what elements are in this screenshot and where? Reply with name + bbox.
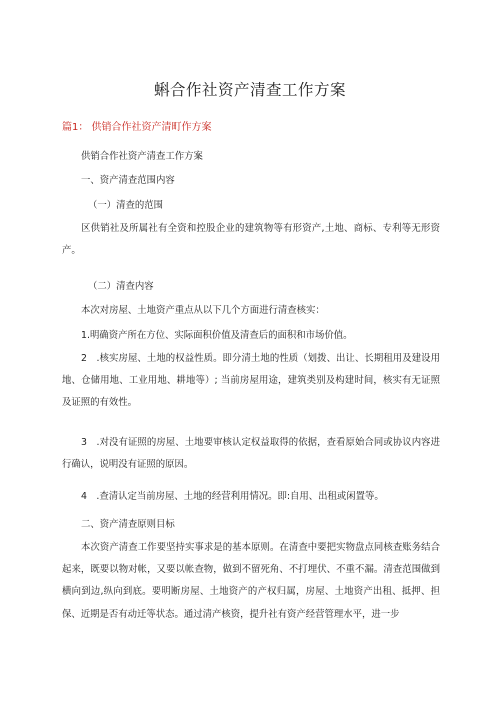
paragraph-item-3: 3 .对没有证照的房屋、土地要审核认定权益取得的依据，查看原始合同或协议内容进行确认，说明没有证照的原因。 [62, 437, 440, 471]
paragraph-range-detail: 区供销社及所属社有全资和控股企业的建筑物等有形资产,土地、商标、专利等无形资产。 [62, 223, 440, 257]
paragraph-subtitle: 供销合作社资产清查工作方案 [81, 151, 203, 162]
paragraph-item-4: 4 .查清认定当前房屋、土地的经营利用情况。即:自用、出租或闲置等。 [81, 491, 384, 502]
subsection-heading-range: （一）清查的范围 [88, 200, 164, 211]
paragraph-item-2: 2 .核实房屋、土地的权益性质。即分清土地的性质（划拨、出让、长期租用及建设用地、仓储用地、工业用地、耕地等）; 当前房屋用途，建筑类别及构建时间，核实有无证照及证照的有效性。 [62, 353, 440, 409]
paragraph-principles-detail: 本次资产清查工作要坚持实事求是的基本原则。在清查中要把实物盘点同核查账务结合起来，既要以物对帐，又要以帐查物，做到不留死角、不打埋伏、不重不漏。清查范围做到横向到边,纵向到底。要明断房屋、土地资产的产权归属，房屋、土地资产出租、抵押、担保、近期是否有动迁等状态。通过清产核资，提升社有资产经营管理水平，进一步 [62, 542, 440, 620]
paragraph-item-1: 1.明确资产所在方位、实际面积价值及清查后的面积和市场价值。 [81, 330, 353, 341]
chapter-heading: 篇1： 供销合作社资产清町作方案 [62, 122, 212, 133]
paragraph-content-intro: 本次对房屋、土地资产重点从以下几个方面进行清查核实： [81, 305, 325, 316]
section-heading-scope: 一、资产清查范围内容 [81, 175, 175, 186]
document-title: 蝌合作社资产清查工作方案 [153, 81, 346, 99]
subsection-heading-content: （二）清查内容 [88, 281, 154, 292]
section-heading-principles: 二、资产清查原则目标 [81, 519, 175, 530]
